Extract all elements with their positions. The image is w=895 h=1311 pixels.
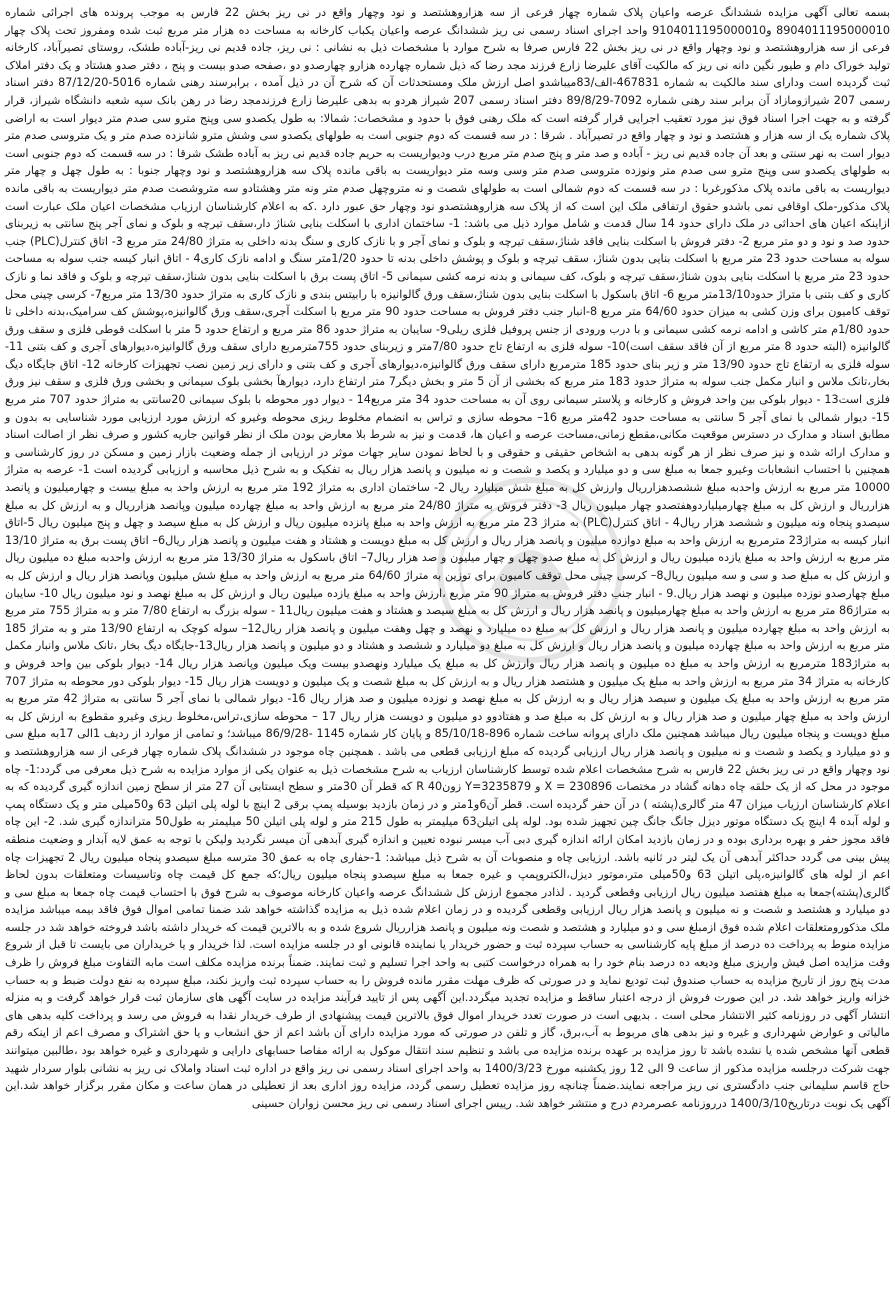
auction-notice-text: بسمه تعالی آگهی مزایده ششدانگ عرصه واعیان پلاک شماره چهار فرعی از سه هزاروهشتصد و نود وچهار واقع در نی ریز بخش 22 فارس به موجب پرونده های اجرائی شماره 8904011195000010 و9104011195000010 واحد اجرای اسناد رسمی نی ریز ششدانگ عرصه واعیان یکباب کارخانه به مساحت ده هزار متر مربع ثبت شده ومفروز تحت پلاک چهار فرعی از سه هزاروهشتصد و نود وچهار واقع در نی ریز بخش 22 فارس صرفا به شرح موارد با مشخصات ذیل به نشانی : نی ریز، جاده قدیم نی ریز-آباده طشک، روستای تصیرآباد، کارخانه تولید خوراک دام و طیور نگین دانه نی ریز که مالکیت آقای علیرضا زارع فرزند مجد رضا که ذیل شماره چهارده هزارو چهارصدو دو ،صفحه صدو بیست و پنج ، دفتر صدو هشتاد و یک دفتر املاک ثبت گردیده است ودارای سند مالکیت به شماره 467831-الف/83میباشدو اصل ارزش ملک ومستحدثات آن که شرح آن در ذیل آمده ، برابرسند رهنی شماره 5016-87/12/20 دفتر اسناد رسمی 207 شیرازومازاد آن برابر سند رهنی شماره 7092-89/8/29 دفتر اسناد رسمی 207 شیراز هردو به بدهی علیرضا زارع فرزندمجد رضا در رهن بانک سپه شعبه دانشگاه شیراز، قرار گرفته و به جهت اجرا اسناد فوق نیز مورد تعقیب اجرایی قرار گرفته است که ملک رهنی فوق با حدود و مشخصات: شمالا: به طول یکصدو سی وپنج مترو سی صدم متر دیوار است به اراضی پلاک شماره یک از سه هزار و هشتصد و نود و چهار واقع در تصیرآباد . شرقا : در سه قسمت که دوم جنوبی است به طولهای یکصدو سی وشش مترو شانزده صدم متر و یک متروسی صدم متر دیوار است به نهر سنتی و بعد آن جاده قدیم نی ریز - آباده و صد متر و پنج صدم متر مربع درب ودیواریست به حریم جاده قدیم نی ریز به آباده طشک شرقا : در سه قسمت که دوم جنوبی است به طولهای یکصدو سی وپنج مترو سی صدم متر ونوزده متروسی صدم متر وسی وسه متر دیواریست به باقی مانده پلاک سه هزاروهشتصد و نود وچهار جنوبا : به طول چهل و چهار متر دیواریست به باقی مانده پلاک مذکورغربا : در سه قسمت که دوم شمالی است به طولهای شصت و نه متروچهل صدم متر ونه متر وهشتادو سه متروشصت صدم متر دیواریست به باقی مانده پلاک مذکور-ملک اوقافی نمی باشدو حقوق ارتفاقی ملک این است که از پلاک سه هزاروهشتصدو نود وچهار حق عبور دارد .که به اعلام کارشناسان ارزیاب مشخصات اعیان ملک عبارت است ازاینکه اعیان های احداثی در ملک دارای حدود 14 سال قدمت و شامل موارد ذیل می باشد: 1- ساختمان اداری با اسکلت بنایی شناژ دار،سقف تیرچه و بلوک و نمای آجر پنج سانتی به زیربنای حدود صد و نود و دو متر مربع 2- دفتر فروش با اسکلت بنایی فاقد شناژ،سقف تیرچه و بلوک و نمای آجر و با نازک کاری و سنگ بدنه داخلی به متراژ 24/80 متر مربع 3- اتاق کنترل(PLC) جنب سوله به مساحت حدود 23 متر مربع با اسکلت بنایی بدون شناژ، سقف تیرچه و بلوک و پوشش داخلی بدنه تا حدود 1/20متر سنگ و ادامه نازک کاری4 - اتاق انبار کیسه جنب سوله به مساحت حدود 23 متر مربع با اسکلت بنایی بدون شناژ،سقف تیرچه و بلوک، کف سیمانی و بدنه نرمه کشی سیمانی 5- اتاق پست برق با اسکلت بنایی بدون شناژ،سقف تیرچه و بلوک و فاقد نما و نازک کاری و کف بتنی با متراژ حدود13/10متر مربع 6- اتاق باسکول با اسکلت بنایی بدون شناژ،سقف ورق گالوانیزه با رابیتس بندی و نازک کاری به متراژ حدود 13/30 متر مربع7- کرسی چینی محل توقف کامیون برای وزن کشی به میزان حدود 64/60 متر مربع 8-انبار جنب دفتر فروش به مساحت حدود 90 متر مربع با اسکلت آجری،سقف ورق گالوانیزه،پوشش کف سرامیک،بدنه داخلی تا حدود 1/80م متر کاشی و ادامه نرمه کشی سیمانی و با درب ورودی از جنس پروفیل فلزی ریلی9- سایبان به متراژ حدود 86 متر مربع و ارتفاع حدود 5 متر با اسکلت قوطی فلزی و سقف ورق گالوانیزه (البته حدود 8 متر مربع از آن فاقد سقف است)10- سوله فلزی به ارتفاع تاج حدود 7/80متر و زیربنای حدود 755مترمربع دارای سقف ورق گالوانیزه،دیوارهای آجری و کف بتنی 11- سوله فلزی به ارتفاع تاج حدود 13/90 متر و زیر بنای حدود 185 مترمربع دارای سقف ورق گالوانیزه،دیوارهای آجری و کف بتنی و دارای زیر زمین نصب تجهیزات کارخانه 12- اتاق جایگاه دیگ بخار،تانک ملاس و انبار مکمل جنب سوله به متراژ حدود 183 متر مربع که بخشی از آن 5 متر و بخش دیگر7 متر ارتفاع دارد، دیوارهآ بخشی بلوک سیمانی و بخشی ورق فلزی و سقف نیز ورق فلزی است13 - دیوار بلوکی بین واحد فروش و کارخانه و پلاستر سیمانی روی آن به مساحت حدود 34 متر مربع14 - دیوار دور محوطه با بلوک سیمانی 20سانتی به متراژ حدود 707 متر مربع 15- دیوار شمالی با نمای آجر 5 سانتی به مساحت حدود 42متر مربع 16– محوطه سازی و تراس به انضمام مخلوط ریزی محوطه وغیرو که ارزش مورد ارزیابی مورد شناسایی به بدون و مطابق اسناد و مدارک در دسترس موقعیت مکانی،مقطع زمانی،مساحت عرصه و اعیان ها، قدمت و نیز به شرط بلا معارض بودن ملک از نظر قوانین جاریه کشور و صرف نظر از اصالت اسناد و مدارک ارائه شده و نیز صرف نظر از هر گونه بدهی به اشخاص حقیقی و حقوقی و با لحاظ نمودن سایر جهات موثر در ارزیابی از جمله وضعیت بازار زمین و مسکن در روز کارشناسی و همچنین با احتساب انشعابات وغیرو جمعا به مبلغ سی و دو میلیارد و یکصد و شصت و نه میلیون و پانصد هزار ریال به تفکیک و به شرح ذیل محاسبه و ارزیابی گردیده است 1- عرصه به متراژ 10000 متر مربع به ارزش واحدبه مبلغ ششصدهزارریال وارزش کل به مبلغ شش میلیارد ریال 2- ساختمان اداری به متراژ 192 متر مربع به ارزش واحد به مبلغ بیست و چهارمیلیون و پانصد هزارریال و ارزش کل به مبلغ چهارمیلیاردوهفتصدو چهار میلیون ریال 3- دفتر فروش به متراژ 24/80 متر مربع به ارزش واحد به مبلغ چهارده میلیون وپانصد هزارریال و به ارزش کل به مبلغ سیصدو پنجاه ونه میلیون و ششصد هزار ریال4 - اتاق کنترل(PLC) به متراژ 23 متر مربع به ارزش واحد به مبلغ پانزده میلیون ریال و ارزش کل به مبلغ سیصد و چهل و پنج میلیون ریال 5-اتاق انبار کیسه به متراژ23 مترمربع به ارزش واحد به مبلغ دوازده میلیون و پانصد هزار ریال و ارزش کل به مبلغ دویست و هشتاد و هفت میلیون و پانصد هزار ریال6– اتاق پست برق به متراژ 13/10 متر مربع به ارزش واحد به مبلغ یازده میلیون ریال و ارزش کل به مبلغ صدو چهل و چهار میلیون و صد هزار ریال7– اتاق باسکول به متراژ 13/30 متر مربع به ارزش واحدبه مبلغ ده میلیون ریال و ارزش کل به مبلغ صد و سی و سه میلیون ریال8– کرسی چینی محل توقف کامیون برای توزین به متراژ 64/60 متر مربع به ارزش واحد به مبلغ شش میلیون وپانصد هزار ریال و ارزش کل به مبلغ چهارصدو نوزده میلیون و نهصد هزار ریال.9 - انبار جنب دفتر فروش به متراژ 90 متر مربع ،ارزش واحد به مبلغ یازده میلیون ریال و ارزش کل به مبلغ نهصد و نود میلیون ریال 10- سایبان به متراژ86 متر مربع به ارزش واحد به مبلغ چهارمیلیون و پانصد هزار ریال و ارزش کل به مبلغ سیصد و هشتاد و هفت میلیون ریال11 - سوله بزرگ به ارتفاع 7/80 متر و به متراژ 755 متر مربع به ارزش واحد به مبلغ چهارده میلیون و پانصد هزار ریال و ارزش کل به مبلغ ده میلیارد و نهصد و چهل وهفت میلیون و پانصد هزار ریال12– سوله کوچک به ارتفاع 13/90 متر و به متراژ 185 متر مربع به ارزش واحد به مبلغ چهارده میلیون و پانصد هزار ریال و ارزش کل به مبلغ دو میلیارد و ششصد و هشتاد و دو میلیون و پانصد هزار ریال13-جایگاه دیگ بخار ،تانک ملاس وانبار مکمل به متراژ183 مترمربع به ارزش واحد به مبلغ ده میلیون و پانصد هزار ریال وارزش کل به مبلغ یک میلیارد ونهصدو بیست ویک میلیون وپانصد هزار ریال 14- دیوار بلوکی بین واحد فروش و کارخانه به متراژ 34 متر مربع به ارزش واحد به مبلغ یک میلیون و هشتصد هزار ریال و به ارزش کل به مبلغ شصت و یک میلیون و دویست هزار ریال 15- دیوار بلوکی دور محوطه به متراژ 707 متر مربع به ارزش واحد به مبلغ یک میلیون و سیصد هزار ریال و به ارزش کل به مبلغ نهصد و نوزده میلیون و صد هزار ریال 16- دیوار شمالی با نمای آجر 5 سانتی به متراژ 42 متر مربع به ارزش واحد به مبلغ چهار میلیون و صد هزار ریال و به ارزش کل به مبلغ صد و هفتادوو دو میلیون و دویست هزار ریال 17 – محوطه سازی،تراس،مخلوط ریزی وغیرو مقطوع به ارزش کل به مبلغ دویست و پنجاه میلیون ریال میباشد همچنین ملک دارای پروانه ساخت شماره 896-85/10/18 و پایان کار شماره 1145 -86/9/28 میباشد؛ و تمامی از موارد از ردیف 1الی 17به مبلغ سی و دو میلیارد و یکصد و شصت و نه میلیون و پانصد هزار ریال ارزیابی گردیده که مبلغ ارزیابی قطعی می باشد . همچنین چاه موجود در ششدانگ پلاک شماره چهار فرعی از سه هزاروهشتصد و نود وچهار واقع در نی ریز بخش 22 فارس به شرح مشخصات اعلام شده توسط کارشناسان ارزیاب به شرح مشخصات ذیل به عنوان یکی از موارد مزایده به شرح ذیل معرفی می گردد:1- چاه موجود در محل که از یک حلقه چاه دهانه گشاد در مختصات 230896 = X و 3235879=Y زونR 40 که قطر آن 30متر و سطح ایستابی آن 27 متر از سطح زمین اندازه گیری گردیده که به اعلام کارشناسان ارزیاب میزان 47 متر گالری(پشته ) در آن حفر گردیده است. قطر آن6و1متر و در زمان بازدید بوسیله پمپ برقی 2 اینچ با لوله پلی اتیلن 63 و50میلی متر و یک دستگاه پمپ و لوله آبده 4 اینچ یک دستگاه موتور دیزل جانگ جانگ چین تجهیز شده بود. لوله پلی اتیلن63 میلیمتر به طول 215 متر و لوله پلی اتیلن 50 میلیمتر به طول50 متراندازه گیری شد. 2- این چاه فاقد مجوز حفر و بهره برداری بوده و در زمان بازدید امکان ارائه اندازه گیری دبی آب میسر نبوده تعیین و اندازه گیری آبدهی آن میسر نگردید ولیکن با توجه به عمق لایه آبدار و وضعیت منطقه پیش بینی می گردد حداکثر آبدهی آن یک لیتر در ثانیه باشد. ارزیابی چاه و منصوبات آن به شرح ذیل میباشد: 1-حفاری چاه به عمق 30 مترسه مبلغ سیصدو پنجاه میلیون ریال 2 تجهیزات چاه اعم از لوله های گالوانیزه،پلی اتیلن 63 و50میلی متر،موتور دیزل،الکتروپمپ و غیره جمعا به مبلغ سیصدو پنجاه میلیون ریال؛که جمع کل قیمت چاه وتاسیسات ومتعلقات بدون لحاظ گالری(پشته)جمعا به مبلغ هفتصد میلیون ریال ارزیابی وقطعی گردید . لذادر مجموع ارزش کل ششدانگ عرصه واعیان کارخانه موصوف به شرح فوق با احتساب قیمت چاه جمعا به مبلغ سی و دو میلیارد و هشتصد و شصت و نه میلیون و پانصد هزار ریال ارزیابی وقطعی گردیده و در زمان اعلام شده ذیل به مزایده گذاشته خواهد شد ضمنا تمامی اموال فوق فاقد بیمه میباشد مزایده ملک مذکورومتعلقات اعلام شده فوق ازمبلغ سی و دو میلیارد و هشتصد و شصت ونه میلیون و پانصد هزارریال شروع شده و به بالاترین قیمت که خریدار داشته باشد فروخته خواهد شد در جلسه مزایده منوط به پرداخت ده درصد از مبلغ پایه کارشناسی به حساب سپرده ثبت و حضور خریدار یا نماینده قانونی او در جلسه مزایده است. لذا خریدار و یا خریداران می بایست تا قبل از شروع وقت مزایده اصل فیش واریزی مبلغ ودیعه ده درصد بنام خود را به همراه درخواست کتبی به واحد اجرا تسلیم و ثبت نمایند. ضمناً برنده مزایده مکلف است مابه التفاوت مبلغ فروش را ظرف مدت پنج روز از تاریخ مزایده به حساب صندوق ثبت تودیع نماید و در صورتی که ظرف مهلت مقرر مانده فروش را به حساب سپرده ثبت واریز نکند، مبلغ سپرده به نفع دولت ضبط و به حساب خزانه واریز خواهد شد. در این صورت فروش از درجه اعتبار ساقط و مزایده تجدید میگردد.این آگهی پس از تایید فرآیند مزایده در سایت آگهی های سازمان ثبت قرار خواهد گرفت و به منزله انتشار آگهی در روزنامه کثیر الانتشار محلی است . بدیهی است در صورت تعدد خریدار اموال فوق بالاترین قیمت پیشنهادی از طرف خریدار نقدا به فروش می رسد و پرداخت کلیه بدهی های مالیاتی و عوارض شهرداری و غیره و نیز بدهی های مربوط به آب،برق، گاز و تلفن در صورتی که مورد مزایده دارای آن باشد اعم از حق انشعاب و یا حق اشتراک و مصرف اعم از اینکه رقم قطعی آنها مشخص شده یا نشده باشد تا روز مزایده بر عهده برنده مزایده می باشد و تنظیم سند انتقال موکول به ارائه مفاصا حسابهای دارایی و شهرداری و غیره خواهد بود ،طالبین میتوانند جهت شرکت درجلسه مزایده مذکور از ساعت 9 الی 12 روز یکشنبه مورخ 1400/3/23 به واحد اجرای اسناد رسمی نی ریز واقع در اداره ثبت اسناد واملاک نی ریز به نشانی بلوار سردار شهید حاج قاسم سلیمانی جنب دادگستری نی ریز مراجعه نمایند.ضمناً چنانچه روز مزایده تعطیل رسمی گردد، مزایده روز اداری بعد از تعطیلی در همان ساعت و مکان مقرر برگزار خواهد شد.این آگهی یک نوبت درتاریخ1400/3/10 درروزنامه عصرمردم درج و منتشر خواهد شد. رییس اجرای اسناد رسمی نی ریز محسن زواران حسینی: [5, 6, 891, 1110]
